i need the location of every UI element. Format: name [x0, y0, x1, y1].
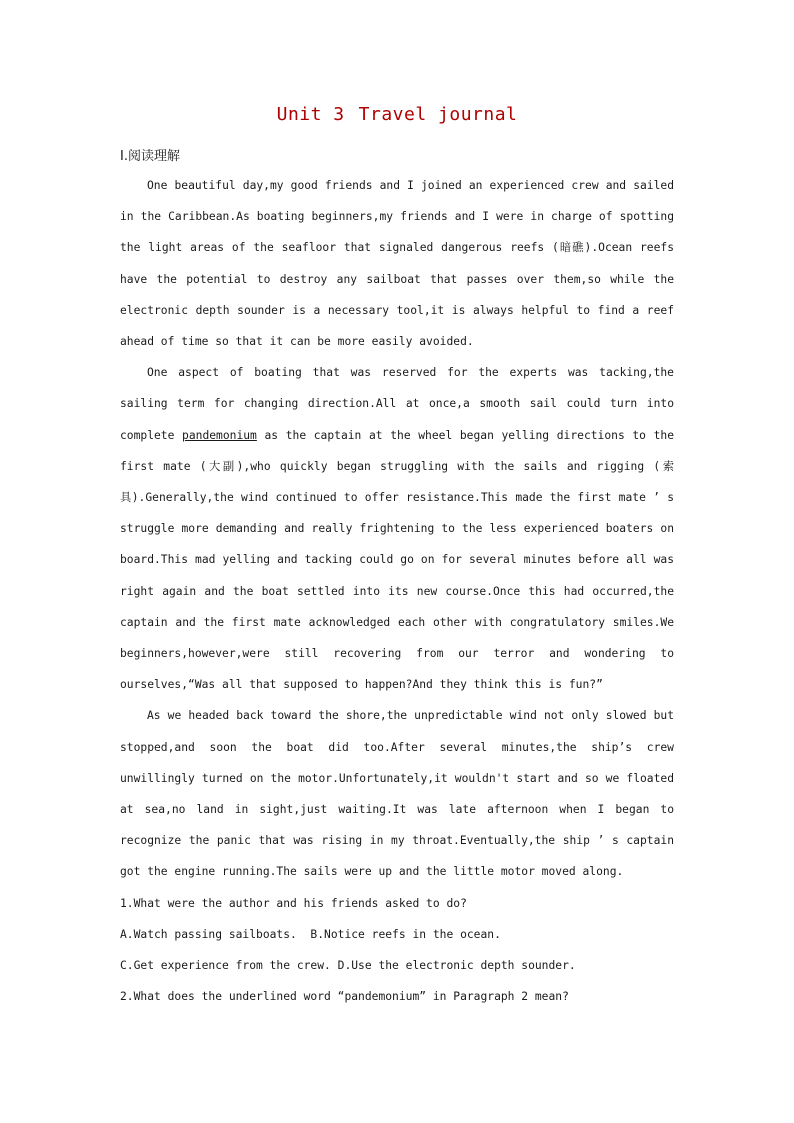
question-1: 1.What were the author and his friends asked to do? [120, 896, 467, 910]
title-text: Travel journal [358, 104, 518, 125]
paragraph-2 [120, 357, 674, 700]
question-2: 2.What does the underlined word “pandemonium” in Paragraph 2 mean? [120, 990, 569, 1004]
question-1-options-line-1: A.Watch passing sailboats. B.Notice reefs in the ocean. [120, 927, 501, 941]
paragraph-2-start: One aspect of boating that was reserved for the experts was tacking,the sailing term for changing direction.All at once,a smooth sail could turn into complete [120, 366, 674, 442]
passage-body [120, 170, 674, 1012]
section-heading: Ⅰ.阅读理解 [120, 149, 180, 164]
paragraph-1: One beautiful day,my good friends and I joined an experienced crew and sailed in the Caribbean.As boating beginners,my friends and I were in charge of spotting the light areas of the seafloor that signaled dangerous reefs (暗礁).Ocean reefs have the potential to destroy any sailboat that passes over them,so while the electronic depth sounder is a necessary tool,it is always helpful to find a reef ahead of time so that it can be more easily avoided. [120, 179, 674, 349]
paragraph-2-end: as the captain at the wheel began yelling directions to the first mate (大副),who quickly began struggling with the sails and rigging (索具).Generally,the wind continued to offer resistance.This made the first mate ’ s struggle more demanding and really frightening to the less experienced boaters on board.This mad yelling and tacking could go on for several minutes before all was right again and the boat settled into its new course.Once this had occurred,the captain and the first mate acknowledged each other with congratulatory smiles.We beginners,however,were still recovering from our terror and wondering to ourselves,“Was all that supposed to happen?And they think this is fun?” [120, 428, 675, 692]
question-1-options-line-2: C.Get experience from the crew. D.Use the electronic depth sounder. [120, 959, 576, 973]
paragraph-3: As we headed back toward the shore,the unpredictable wind not only slowed but stopped,and soon the boat did too.After several minutes,the ship’s crew unwillingly turned on the motor.Unfortunately,it wouldn't start and so we floated at sea,no land in sight,just waiting.It was late afternoon when I began to recognize the panic that was rising in my throat.Eventually,the ship ’ s captain got the engine running.The sails were up and the little motor moved along. [120, 709, 674, 879]
page-title [0, 104, 794, 125]
underlined-word: pandemonium [182, 428, 257, 442]
title-unit: Unit 3 [276, 104, 345, 125]
